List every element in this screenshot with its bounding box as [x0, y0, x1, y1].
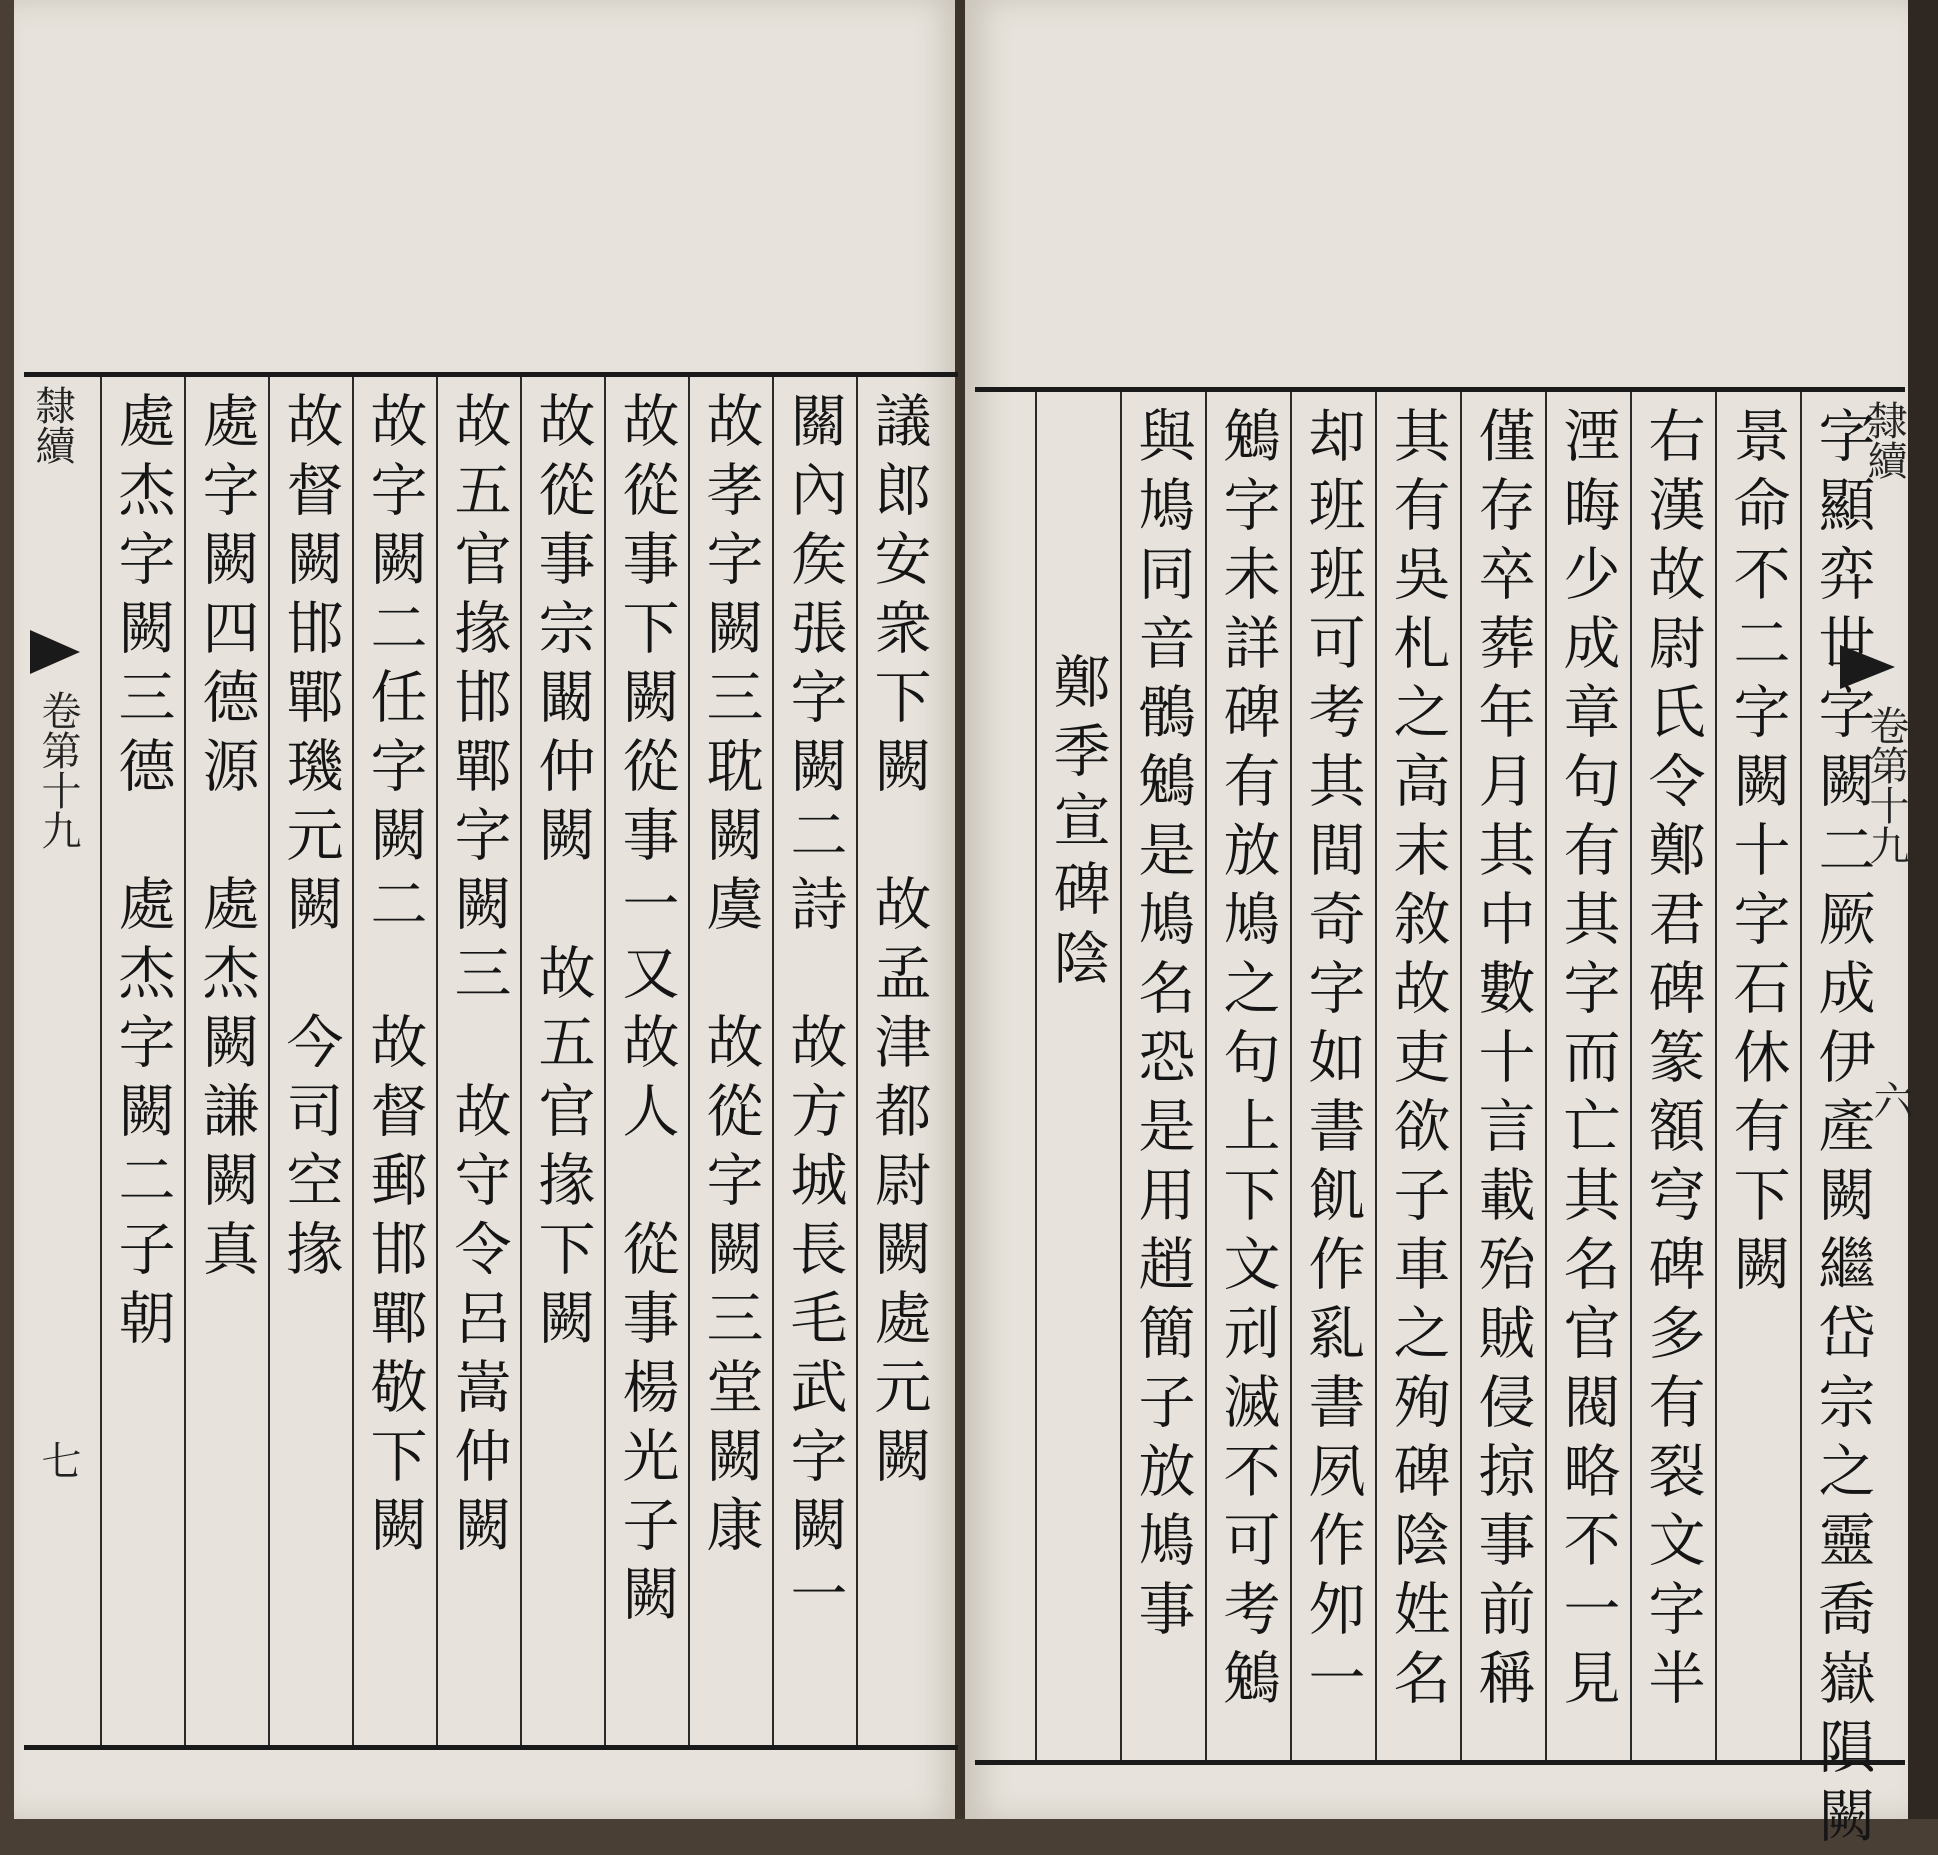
column-rule — [604, 377, 606, 1745]
column-rule — [184, 377, 186, 1745]
text-column-6: 故五官掾邯鄲字闕三 故守令呂嵩仲闕 — [445, 391, 511, 1564]
text-column-5: 僅存卒葬年月其中數十言載殆賊侵掠事前稱 — [1469, 406, 1535, 1717]
column-rule — [1205, 392, 1207, 1760]
text-column-2: 景命不二字闕十字石休有下闕 — [1724, 406, 1790, 1303]
margin-title: 隸續 — [29, 385, 75, 465]
column-rule — [100, 377, 102, 1745]
text-column-9: 處字闕四德源 處杰闕謙闕真 — [193, 391, 259, 1288]
column-rule — [1290, 392, 1292, 1760]
text-column-7: 却班班可考其間奇字如書飢作乿書夙作夘一 — [1299, 406, 1365, 1717]
column-rule — [1460, 392, 1462, 1760]
right-text-frame — [975, 387, 1905, 1855]
text-column-9: 與鳩同音鶻鵵是鳩名恐是用趙簡子放鳩事 — [1129, 406, 1195, 1648]
column-rule — [352, 377, 354, 1745]
column-rule — [1545, 392, 1547, 1760]
left-text-frame — [24, 372, 958, 1750]
column-rule — [268, 377, 270, 1745]
text-column-7: 故字闕二任字闕二 故督郵邯鄲敬下闕 — [361, 391, 427, 1564]
text-column-6: 其有吳札之高末敘故吏欲子車之殉碑陰姓名 — [1384, 406, 1450, 1717]
text-column-8: 故督闕邯鄲璣元闕 今司空掾 — [277, 391, 343, 1288]
fish-tail-mark — [1840, 645, 1895, 689]
text-column-1: 議郎安衆下闕 故孟津都尉闕處元闕 — [865, 391, 931, 1495]
column-rule — [856, 377, 858, 1745]
text-column-5: 故從事宗闞仲闕 故五官掾下闕 — [529, 391, 595, 1357]
margin-page-number: 七 — [35, 1440, 81, 1480]
margin-title: 隸續 — [1861, 400, 1907, 480]
column-rule — [436, 377, 438, 1745]
column-rule — [520, 377, 522, 1745]
text-column-4: 湮晦少成章句有其字而亡其名官閥略不一見 — [1554, 406, 1620, 1717]
text-column-3: 故孝字闕三耽闕虞 故從字闕三堂闕康 — [697, 391, 763, 1564]
text-column-4: 故從事下闕從事一又故人 從事楊光子闕 — [613, 391, 679, 1633]
margin-volume: 卷第十九 — [1863, 705, 1909, 865]
fish-tail-mark — [30, 630, 80, 674]
column-rule — [1120, 392, 1122, 1760]
text-column-1: 字顯弈世字闕二厥成伊產闕繼岱宗之靈喬嶽隕闕 — [1809, 406, 1875, 1855]
book-edge — [1908, 0, 1938, 1819]
column-rule — [688, 377, 690, 1745]
margin-volume: 卷第十九 — [35, 690, 81, 850]
column-rule — [1715, 392, 1717, 1760]
column-rule — [772, 377, 774, 1745]
text-column-3: 右漢故尉氏令鄭君碑篆額穹碑多有裂文字半 — [1639, 406, 1705, 1717]
text-column-10: 處杰字闕三德 處杰字闕二子朝 — [109, 391, 175, 1357]
column-rule — [1630, 392, 1632, 1760]
text-column-2: 關內矦張字闕二詩 故方城長毛武字闕一 — [781, 391, 847, 1633]
column-rule — [1800, 392, 1802, 1760]
text-column-10: 鄭季宣碑陰 — [1044, 652, 1110, 997]
column-rule — [1035, 392, 1037, 1760]
text-column-8: 鵵字未詳碑有放鳩之句上下文刓滅不可考鵵 — [1214, 406, 1280, 1717]
margin-page-number: 六 — [1867, 1080, 1913, 1120]
column-rule — [1375, 392, 1377, 1760]
